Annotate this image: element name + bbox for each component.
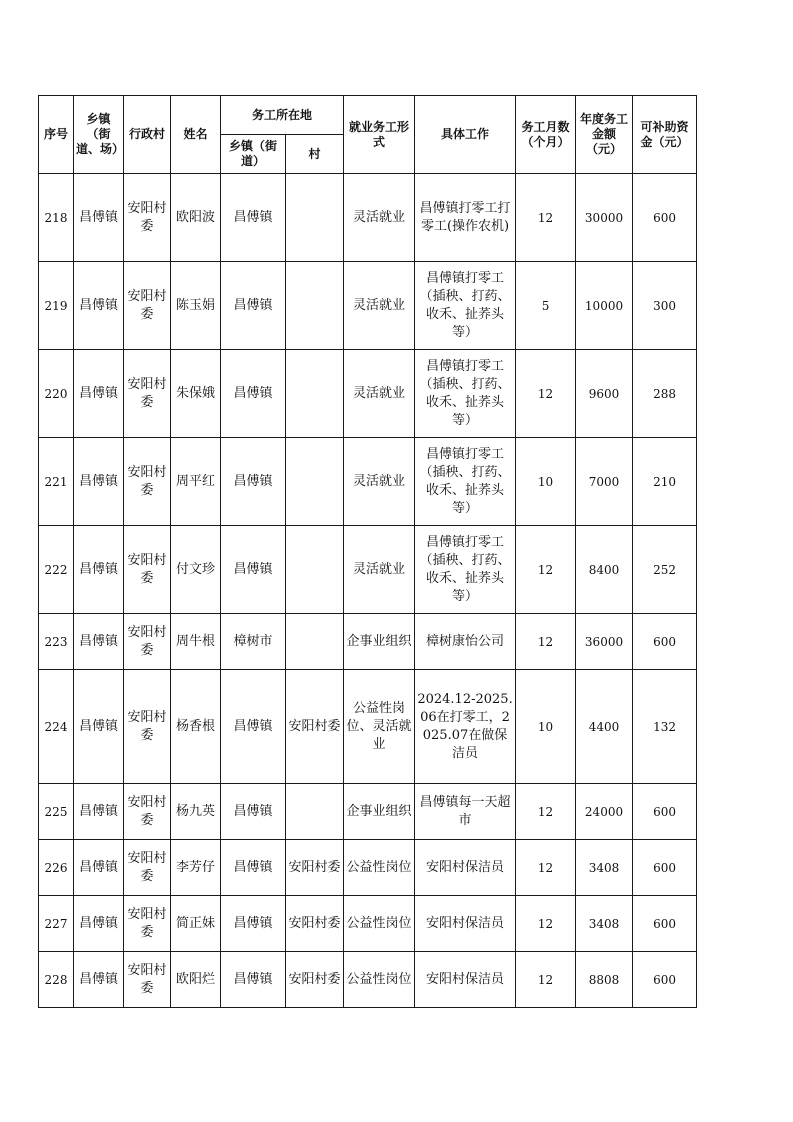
row-months: 12 [516,350,576,438]
row-township: 昌傅镇 [74,262,124,350]
table-body [39,174,697,1008]
row-employment-form: 公益性岗位 [344,952,415,1008]
row-months: 12 [516,526,576,614]
row-village: 安阳村委 [124,896,171,952]
row-work-village [286,174,344,262]
row-work-village: 安阳村委 [286,896,344,952]
row-work-village: 安阳村委 [286,952,344,1008]
row-township: 昌傅镇 [74,350,124,438]
table-row [39,262,697,350]
row-subsidy: 252 [633,526,697,614]
row-seq: 226 [39,840,74,896]
row-name: 欧阳波 [171,174,221,262]
row-seq: 221 [39,438,74,526]
row-village: 安阳村委 [124,438,171,526]
row-subsidy: 600 [633,614,697,670]
row-name: 周平红 [171,438,221,526]
row-annual-amount: 8400 [576,526,633,614]
row-seq: 227 [39,896,74,952]
row-months: 12 [516,896,576,952]
row-annual-amount: 8808 [576,952,633,1008]
row-specific-work: 2024.12-2025.06在打零工，2025.07在做保洁员 [415,670,516,784]
row-seq: 219 [39,262,74,350]
row-work-township: 昌傅镇 [221,262,286,350]
row-seq: 220 [39,350,74,438]
row-employment-form: 公益性岗位 [344,840,415,896]
row-village: 安阳村委 [124,784,171,840]
row-work-township: 昌傅镇 [221,952,286,1008]
row-township: 昌傅镇 [74,614,124,670]
row-specific-work: 樟树康怡公司 [415,614,516,670]
row-employment-form: 灵活就业 [344,526,415,614]
row-annual-amount: 9600 [576,350,633,438]
row-annual-amount: 3408 [576,896,633,952]
row-months: 10 [516,670,576,784]
row-specific-work: 昌傅镇每一天超市 [415,784,516,840]
row-work-township: 昌傅镇 [221,174,286,262]
row-seq: 224 [39,670,74,784]
row-name: 朱保娥 [171,350,221,438]
table-row [39,840,697,896]
table-row [39,784,697,840]
row-name: 杨香根 [171,670,221,784]
header-township: 乡镇（街道、场） [74,96,124,174]
row-employment-form: 公益性岗位、灵活就业 [344,670,415,784]
row-subsidy: 210 [633,438,697,526]
row-work-township: 昌傅镇 [221,784,286,840]
row-work-township: 昌傅镇 [221,840,286,896]
header-work-village: 村 [286,135,344,174]
row-seq: 228 [39,952,74,1008]
row-seq: 218 [39,174,74,262]
header-subsidy: 可补助资金（元） [633,96,697,174]
row-name: 简正妹 [171,896,221,952]
row-township: 昌傅镇 [74,896,124,952]
row-months: 12 [516,784,576,840]
header-seq: 序号 [39,96,74,174]
row-township: 昌傅镇 [74,952,124,1008]
header-months: 务工月数（个月） [516,96,576,174]
row-employment-form: 灵活就业 [344,174,415,262]
row-annual-amount: 36000 [576,614,633,670]
row-work-village [286,526,344,614]
row-specific-work: 昌傅镇打零工（插秧、打药、收禾、扯荞头等） [415,438,516,526]
header-annual-amount: 年度务工金额（元） [576,96,633,174]
row-subsidy: 288 [633,350,697,438]
row-work-village [286,614,344,670]
row-work-township: 昌傅镇 [221,670,286,784]
row-annual-amount: 24000 [576,784,633,840]
header-work-township: 乡镇（街道） [221,135,286,174]
row-subsidy: 600 [633,840,697,896]
row-seq: 223 [39,614,74,670]
row-village: 安阳村委 [124,350,171,438]
row-work-township: 昌傅镇 [221,350,286,438]
header-employment-form: 就业务工形式 [344,96,415,174]
row-village: 安阳村委 [124,952,171,1008]
row-township: 昌傅镇 [74,840,124,896]
row-township: 昌傅镇 [74,670,124,784]
row-employment-form: 企事业组织 [344,784,415,840]
row-village: 安阳村委 [124,840,171,896]
row-village: 安阳村委 [124,670,171,784]
row-work-village [286,350,344,438]
row-work-township: 昌傅镇 [221,526,286,614]
table-row [39,350,697,438]
row-village: 安阳村委 [124,174,171,262]
row-specific-work: 安阳村保洁员 [415,952,516,1008]
row-specific-work: 安阳村保洁员 [415,840,516,896]
row-employment-form: 灵活就业 [344,350,415,438]
table-row [39,670,697,784]
row-seq: 222 [39,526,74,614]
table-row [39,174,697,262]
row-months: 12 [516,614,576,670]
row-months: 12 [516,840,576,896]
row-months: 12 [516,952,576,1008]
row-annual-amount: 10000 [576,262,633,350]
table-row [39,526,697,614]
row-specific-work: 安阳村保洁员 [415,896,516,952]
row-work-township: 樟树市 [221,614,286,670]
table-row [39,896,697,952]
row-employment-form: 灵活就业 [344,438,415,526]
row-township: 昌傅镇 [74,438,124,526]
row-months: 12 [516,174,576,262]
row-employment-form: 公益性岗位 [344,896,415,952]
row-name: 付文珍 [171,526,221,614]
header-specific-work: 具体工作 [415,96,516,174]
row-work-village [286,438,344,526]
row-village: 安阳村委 [124,526,171,614]
row-work-village [286,262,344,350]
row-name: 杨九英 [171,784,221,840]
row-employment-form: 企事业组织 [344,614,415,670]
row-annual-amount: 30000 [576,174,633,262]
row-village: 安阳村委 [124,614,171,670]
row-months: 10 [516,438,576,526]
header-work-location: 务工所在地 [221,96,344,135]
row-name: 陈玉娟 [171,262,221,350]
row-annual-amount: 3408 [576,840,633,896]
row-months: 5 [516,262,576,350]
row-specific-work: 昌傅镇打零工打零工(操作农机) [415,174,516,262]
row-work-village [286,784,344,840]
row-village: 安阳村委 [124,262,171,350]
row-name: 李芳仔 [171,840,221,896]
table-row [39,614,697,670]
row-seq: 225 [39,784,74,840]
table-row [39,438,697,526]
row-specific-work: 昌傅镇打零工（插秧、打药、收禾、扯荞头等） [415,350,516,438]
table-header [39,96,697,174]
row-work-township: 昌傅镇 [221,896,286,952]
row-township: 昌傅镇 [74,526,124,614]
row-name: 欧阳烂 [171,952,221,1008]
row-subsidy: 600 [633,174,697,262]
row-work-township: 昌傅镇 [221,438,286,526]
row-name: 周牛根 [171,614,221,670]
table-row [39,952,697,1008]
header-name: 姓名 [171,96,221,174]
row-township: 昌傅镇 [74,784,124,840]
row-work-village: 安阳村委 [286,840,344,896]
row-subsidy: 600 [633,784,697,840]
employment-subsidy-table [38,95,697,1008]
row-subsidy: 600 [633,952,697,1008]
row-annual-amount: 7000 [576,438,633,526]
row-township: 昌傅镇 [74,174,124,262]
row-subsidy: 300 [633,262,697,350]
row-work-village: 安阳村委 [286,670,344,784]
header-village: 行政村 [124,96,171,174]
row-specific-work: 昌傅镇打零工（插秧、打药、收禾、扯荞头等） [415,262,516,350]
row-annual-amount: 4400 [576,670,633,784]
row-employment-form: 灵活就业 [344,262,415,350]
row-specific-work: 昌傅镇打零工（插秧、打药、收禾、扯荞头等） [415,526,516,614]
row-subsidy: 600 [633,896,697,952]
row-subsidy: 132 [633,670,697,784]
